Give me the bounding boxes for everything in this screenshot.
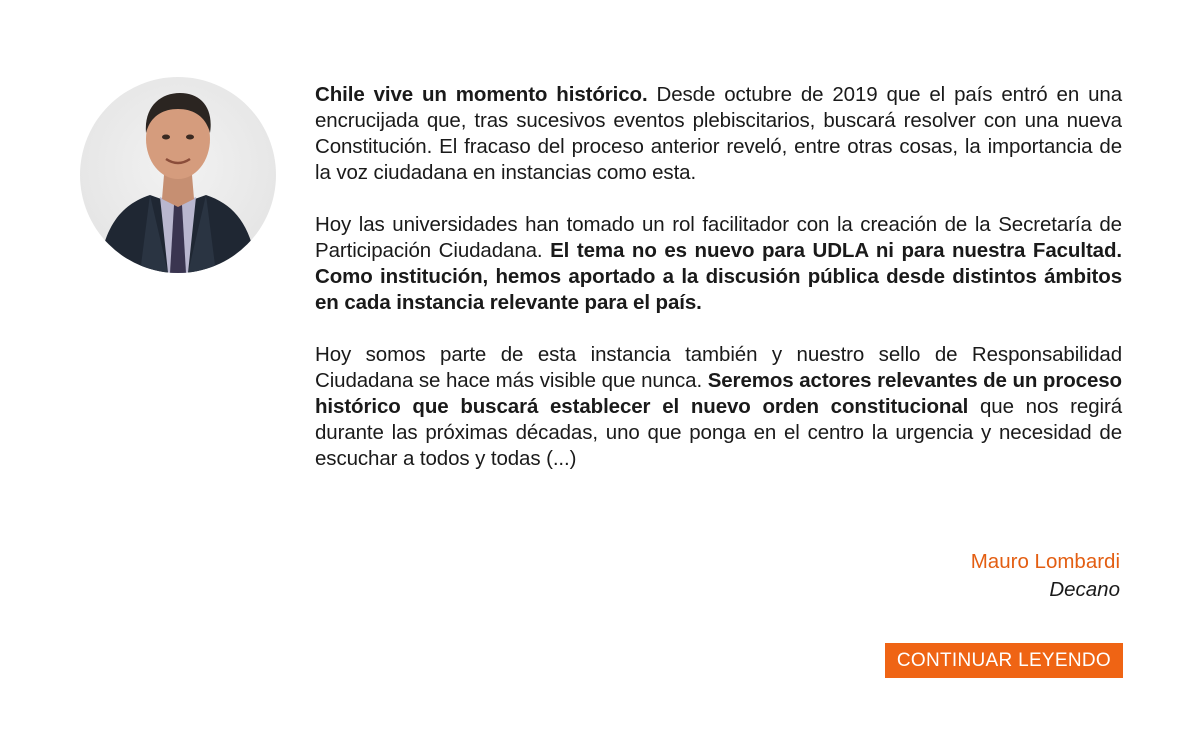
article-body <box>315 82 1122 498</box>
paragraph-citizenship-bold: Seremos actores relevantes de un proceso histórico que buscará establecer el nuevo orden constitucional <box>315 369 1122 418</box>
paragraph-intro-lead: Chile vive un momento histórico. <box>315 83 648 106</box>
author-portrait <box>80 77 276 273</box>
paragraph-citizenship-tail: que nos regirá durante las próximas décadas, uno que ponga en el centro la urgencia y necesidad de escuchar a todos y todas (...) <box>315 395 1122 470</box>
paragraph-universities <box>315 212 1122 316</box>
paragraph-citizenship-text: Hoy somos parte de esta instancia también y nuestro sello de Responsabilidad Ciudadana se hace más visible que nunca. <box>315 343 1122 392</box>
author-name: Mauro Lombardi <box>970 550 1120 573</box>
author-photo-illustration <box>80 77 276 273</box>
author-role: Decano <box>1049 578 1120 601</box>
paragraph-universities-text: Hoy las universidades han tomado un rol facilitador con la creación de la Secretaría de Participación Ciudadana. <box>315 213 1122 262</box>
paragraph-intro-text: Desde octubre de 2019 que el país entró en una encrucijada que, tras sucesivos eventos plebiscitarios, buscará resolver con una nueva Constitución. El fracaso del proceso anterior reveló, entre otras cosas, la importancia de la voz ciudadana en instancias como esta. <box>315 83 1123 184</box>
paragraph-citizenship <box>315 342 1122 472</box>
continue-reading-button[interactable]: CONTINUAR LEYENDO <box>885 643 1123 678</box>
paragraph-universities-bold: El tema no es nuevo para UDLA ni para nuestra Facultad. Como institución, hemos aportado a la discusión pública desde distintos ámbitos en cada instancia relevante para el país. <box>315 239 1122 314</box>
signature-block <box>971 548 1120 604</box>
paragraph-intro <box>315 82 1122 186</box>
